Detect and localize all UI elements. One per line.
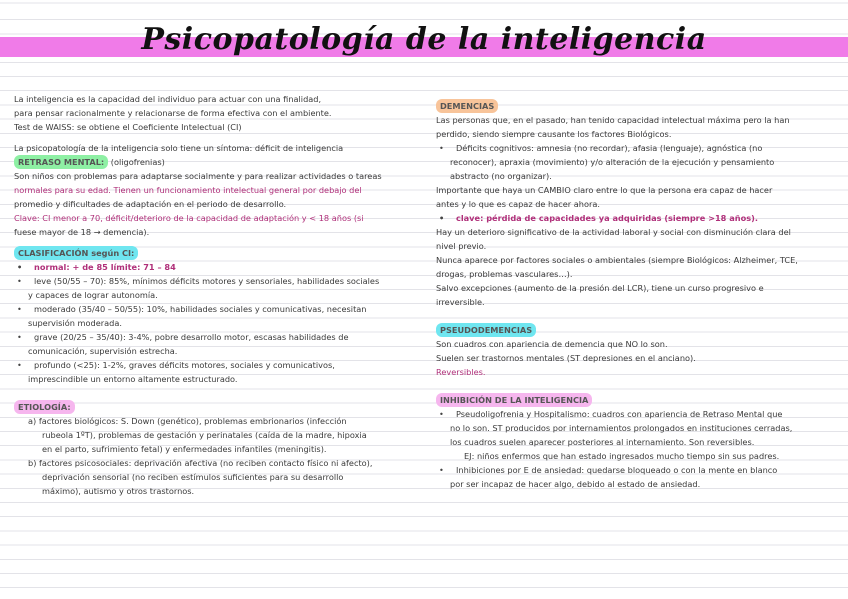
clasificacion-list	[14, 260, 414, 386]
etiologia-line: b) factores psicosociales: deprivación afectiva (no reciben contacto físico ni afecto),	[28, 458, 373, 468]
demencias-line: Hay un deterioro significativo de la actividad laboral y social con disminución clara del	[436, 227, 791, 237]
list-item-continuation: los cuadros suelen aparecer posteriores al internamiento. Son reversibles.	[450, 437, 755, 447]
list-item: • Inhibiciones por E de ansiedad: quedarse bloqueado o con la mente en blanco	[436, 463, 831, 477]
etiologia-line: máximo), autismo y otros trastornos.	[42, 486, 195, 496]
list-item: • Déficits cognitivos: amnesia (no recordar), afasia (lenguaje), agnóstica (no	[436, 141, 831, 155]
demencias-line: antes y lo que es capaz de hacer ahora.	[436, 199, 600, 209]
retraso-clave-line: Clave: CI menor a 70, déficit/deterioro de la capacidad de adaptación y < 18 años (si	[14, 213, 364, 223]
demencias-line: drogas, problemas vasculares…).	[436, 269, 573, 279]
retraso-subheading: (oligofrenias)	[108, 157, 165, 167]
list-item: • leve (50/55 – 70): 85%, mínimos déficits motores y sensoriales, habilidades sociales	[14, 274, 414, 288]
demencias-list	[436, 141, 831, 155]
demencias-line: Importante que haya un CAMBIO claro entre lo que la persona era capaz de hacer	[436, 185, 773, 195]
list-item-continuation: comunicación, supervisión estrecha.	[28, 346, 178, 356]
clasificacion-heading: CLASIFICACIÓN según CI:	[14, 246, 138, 260]
pseudodemencias-line: Suelen ser trastornos mentales (ST depresiones en el anciano).	[436, 353, 696, 363]
demencias-line: Salvo excepciones (aumento de la presión del LCR), tiene un curso progresivo e	[436, 283, 764, 293]
demencias-line: nivel previo.	[436, 241, 487, 251]
pseudodemencias-heading: PSEUDODEMENCIAS	[436, 323, 536, 337]
page-title: Psicopatología de la inteligencia	[141, 22, 707, 57]
demencias-line: irreversible.	[436, 297, 485, 307]
retraso-line: Son niños con problemas para adaptarse socialmente y para realizar actividades o tareas	[14, 171, 382, 181]
sintoma-line: La psicopatología de la inteligencia solo tiene un síntoma: déficit de inteligencia	[14, 143, 344, 153]
list-item: • moderado (35/40 – 50/55): 10%, habilidades sociales y comunicativas, necesitan	[14, 302, 414, 316]
list-item-continuation: y capaces de lograr autonomía.	[28, 290, 158, 300]
list-item-continuation: por ser incapaz de hacer algo, debido al estado de ansiedad.	[450, 479, 701, 489]
demencias-heading: DEMENCIAS	[436, 99, 498, 113]
list-item: • profundo (<25): 1-2%, graves déficits motores, sociales y comunicativos,	[14, 358, 414, 372]
list-item-continuation: abstracto (no organizar).	[450, 171, 552, 181]
list-item-continuation: imprescindible un entorno altamente estructurado.	[28, 374, 238, 384]
list-item-continuation: reconocer), apraxia (movimiento) y/o alteración de la ejecución y pensamiento	[450, 157, 775, 167]
demencias-line: perdido, siendo siempre causante los factores Biológicos.	[436, 129, 672, 139]
list-item: • grave (20/25 – 35/40): 3-4%, pobre desarrollo motor, escasas habilidades de	[14, 330, 414, 344]
left-column	[14, 92, 414, 498]
etiologia-line: deprivación sensorial (no reciben estímulos suficientes para su desarrollo	[42, 472, 344, 482]
inhibicion-list	[436, 407, 831, 421]
etiologia-heading: ETIOLOGÍA:	[14, 400, 75, 414]
etiologia-line: a) factores biológicos: S. Down (genético), problemas embrionarios (infección	[28, 416, 347, 426]
retraso-heading: RETRASO MENTAL:	[14, 155, 108, 169]
intro-line: Test de WAISS: se obtiene el Coeficiente Intelectual (CI)	[14, 122, 242, 132]
intro-line: La inteligencia es la capacidad del individuo para actuar con una finalidad,	[14, 94, 322, 104]
pseudodemencias-line: Reversibles.	[436, 367, 486, 377]
inhibicion-heading: INHIBICIÓN DE LA INTELIGENCIA	[436, 393, 592, 407]
retraso-line: normales para su edad. Tienen un funcionamiento intelectual general por debajo del	[14, 185, 362, 195]
list-item: • Pseudoligofrenia y Hospitalismo: cuadros con apariencia de Retraso Mental que	[436, 407, 831, 421]
list-item-example: EJ: niños enfermos que han estado ingresados mucho tiempo sin sus padres.	[464, 451, 780, 461]
right-column	[436, 99, 831, 491]
list-item-continuation: supervisión moderada.	[28, 318, 122, 328]
list-item-continuation: no lo son. ST producidos por internamientos prolongados en instituciones cerradas,	[450, 423, 793, 433]
retraso-line: fuese mayor de 18 → demencia).	[14, 227, 150, 237]
pseudodemencias-line: Son cuadros con apariencia de demencia que NO lo son.	[436, 339, 668, 349]
list-item: • clave: pérdida de capacidades ya adquiridas (siempre >18 años).	[436, 211, 831, 225]
etiologia-line: en el parto, sufrimiento fetal) y enfermedades infantiles (meningitis).	[42, 444, 327, 454]
intro-line: para pensar racionalmente y relacionarse de forma efectiva con el ambiente.	[14, 108, 332, 118]
demencias-line: Las personas que, en el pasado, han tenido capacidad intelectual máxima pero la han	[436, 115, 790, 125]
list-item: • normal: + de 85 límite: 71 – 84	[14, 260, 414, 274]
demencias-line: Nunca aparece por factores sociales o ambientales (siempre Biológicos: Alzheimer, TCE,	[436, 255, 798, 265]
retraso-line: promedio y dificultades de adaptación en el periodo de desarrollo.	[14, 199, 287, 209]
etiologia-line: rubeola 1ºT), problemas de gestación y perinatales (caída de la madre, hipoxia	[42, 430, 367, 440]
